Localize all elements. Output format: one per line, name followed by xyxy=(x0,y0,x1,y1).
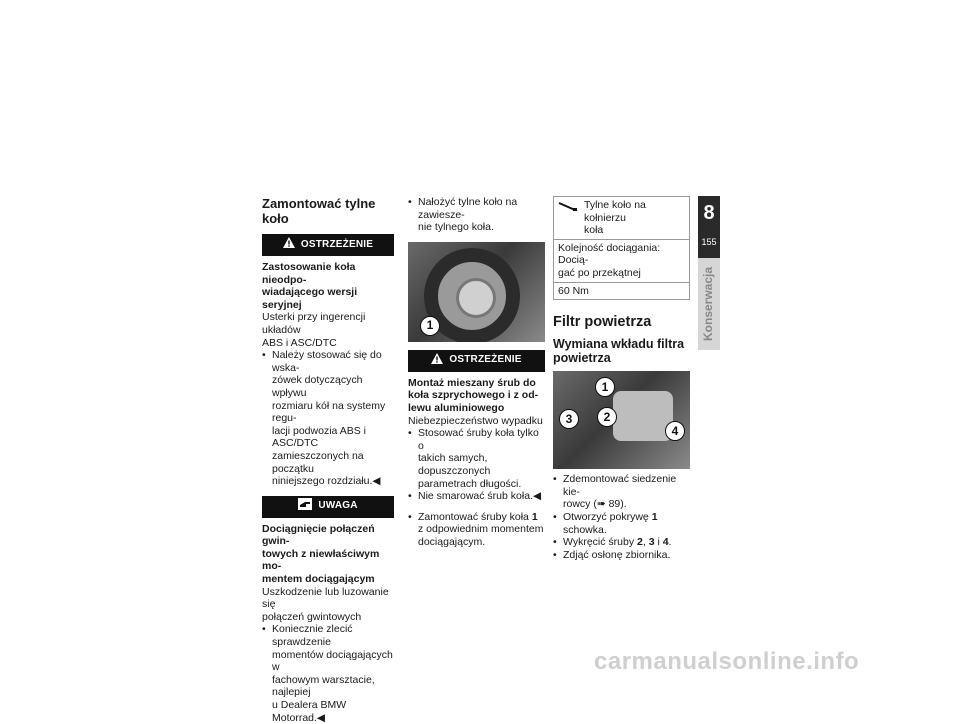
warning-bullets xyxy=(408,427,545,503)
spec-order-cell xyxy=(554,239,690,282)
reference-number: 3 xyxy=(648,536,655,549)
bullet-line: Zdemontować siedzenie kie- xyxy=(563,473,677,498)
air-filter-photo xyxy=(553,371,690,469)
notice-body-line: połączeń gwintowych xyxy=(262,610,362,623)
list-item: • Zdjąć osłonę zbiornika. xyxy=(553,549,690,562)
bullet-line: Nałożyć tylne koło na zawiesze- xyxy=(418,196,518,221)
list-item xyxy=(408,511,545,549)
spec-line: Kolejność dociągania: Docią- xyxy=(558,241,661,267)
chapter-title: Konserwacja xyxy=(701,266,715,342)
column-3 xyxy=(553,196,690,561)
section-heading-air-filter: Filtr powietrza xyxy=(553,314,652,331)
bullet-line: Stosować śruby koła tylko o xyxy=(418,427,539,452)
bullet-line: niniejszego rozdziału.◀ xyxy=(272,475,381,488)
reference-number: 1 xyxy=(531,510,538,523)
notice-body-line: Uszkodzenie lub luzowanie się xyxy=(262,585,389,611)
subheading-line: powietrza xyxy=(553,351,611,366)
bullet-line: nie tylnego koła. xyxy=(418,221,494,234)
reference-number: 1 xyxy=(651,510,658,523)
notice-title-line: Dociągnięcie połączeń gwin- xyxy=(262,522,375,548)
rear-wheel-photo xyxy=(408,242,545,342)
reference-number: 2 xyxy=(637,536,643,549)
torque-spec-table xyxy=(553,196,690,300)
warning-title-line: wiadającego wersji seryjnej xyxy=(262,286,358,311)
column-1 xyxy=(262,196,394,724)
warning-title-line: Zastosowanie koła nieodpo- xyxy=(262,261,356,286)
notice-bullets xyxy=(262,623,394,724)
list-item xyxy=(553,536,690,549)
callout-marker: 1 xyxy=(595,377,615,397)
spec-line: koła xyxy=(584,224,604,237)
steps-list xyxy=(408,196,545,234)
warning-body-line: ABS i ASC/DTC xyxy=(262,336,337,349)
bullet-line: momentów dociągających w xyxy=(272,648,393,674)
notice-title-line: mentem dociągającym xyxy=(262,573,375,586)
page-reference: 89). xyxy=(605,498,627,511)
warning-title-line: koła szprychowego i z od- xyxy=(408,389,539,402)
warning-body: Niebezpieczeństwo wypadku xyxy=(408,414,543,427)
section-heading-mount-wheel: Zamontować tylne koło xyxy=(262,196,376,226)
notice-hand-icon xyxy=(298,498,312,515)
bullet-line: zamieszczonych na początku xyxy=(272,449,364,475)
callout-marker: 4 xyxy=(665,421,685,441)
warning-banner xyxy=(262,234,394,256)
warning-title-line: Montaż mieszany śrub do xyxy=(408,376,536,389)
callout-marker: 2 xyxy=(597,407,617,427)
notice-label: UWAGA xyxy=(318,500,358,512)
bullet-line: Należy stosować się do wska- xyxy=(272,349,382,374)
bullet-line: Koniecznie zlecić sprawdzenie xyxy=(272,623,353,649)
bullet-line: takich samych, dopuszczonych xyxy=(418,452,491,477)
bullet-line: lacji podwozia ABS i ASC/DTC xyxy=(272,424,366,450)
bullet-line: u Dealera BMW Motorrad.◀ xyxy=(272,699,347,724)
bullet-text: i xyxy=(654,536,663,549)
spec-torque-cell: 60 Nm xyxy=(554,282,690,300)
steps-list xyxy=(408,511,545,549)
warning-bullets xyxy=(262,349,394,488)
chapter-tab xyxy=(698,196,720,258)
list-item xyxy=(408,427,545,490)
bullet-text: . xyxy=(668,536,672,549)
watermark: carmanualsonline.info xyxy=(594,648,860,675)
bullet-line: z odpowiednim momentem xyxy=(418,523,544,536)
steps-list xyxy=(553,473,690,561)
bullet-line: rozmiaru kół na systemy regu- xyxy=(272,399,386,425)
bullet-line: rowcy ( xyxy=(563,498,597,511)
bullet-line: fachowym warsztacie, najlepiej xyxy=(272,673,375,699)
bullet-line: dociągającym. xyxy=(418,535,486,548)
warning-triangle-icon xyxy=(431,353,443,369)
warning-body-line: Usterki przy ingerencji układów xyxy=(262,311,366,336)
bullet-line: Zamontować śruby koła xyxy=(418,510,532,523)
reference-number: 4 xyxy=(662,536,669,549)
notice-banner xyxy=(262,496,394,518)
warning-label: OSTRZEŻENIE xyxy=(300,238,374,250)
arrow-icon: ➠ xyxy=(596,498,606,511)
list-item xyxy=(262,623,394,724)
spec-header-cell xyxy=(554,197,690,240)
subheading-line: Wymiana wkładu filtra xyxy=(553,337,685,352)
callout-marker: 1 xyxy=(420,316,440,336)
warning-banner xyxy=(408,350,545,372)
bullet-text: Wykręcić śruby xyxy=(563,536,637,549)
wrench-icon xyxy=(558,202,578,237)
warning-label: OSTRZEŻENIE xyxy=(449,354,522,366)
list-item xyxy=(408,196,545,234)
bullet-text: , xyxy=(642,536,649,549)
notice-title-line: towych z niewłaściwym mo- xyxy=(262,547,380,573)
list-item: • Nie smarować śrub koła.◀ xyxy=(408,490,545,503)
warning-title-line: lewu aluminiowego xyxy=(408,401,505,414)
list-item xyxy=(262,349,394,488)
bullet-line: parametrach długości. xyxy=(418,477,522,490)
subheading-replace-filter xyxy=(553,337,690,365)
warning-triangle-icon xyxy=(283,237,295,253)
bullet-text: schowka. xyxy=(563,523,607,536)
list-item xyxy=(553,511,690,536)
callout-marker: 3 xyxy=(559,409,579,429)
bullet-text: Otworzyć pokrywę xyxy=(563,510,652,523)
spec-line: gać po przekątnej xyxy=(558,266,641,279)
bullet-line: zówek dotyczących wpływu xyxy=(272,374,363,399)
list-item xyxy=(553,473,690,511)
page-number: 155 xyxy=(701,237,717,247)
column-2 xyxy=(408,196,545,549)
spec-line: Tylne koło na kołnierzu xyxy=(584,199,646,224)
chapter-number: 8 xyxy=(703,202,715,224)
